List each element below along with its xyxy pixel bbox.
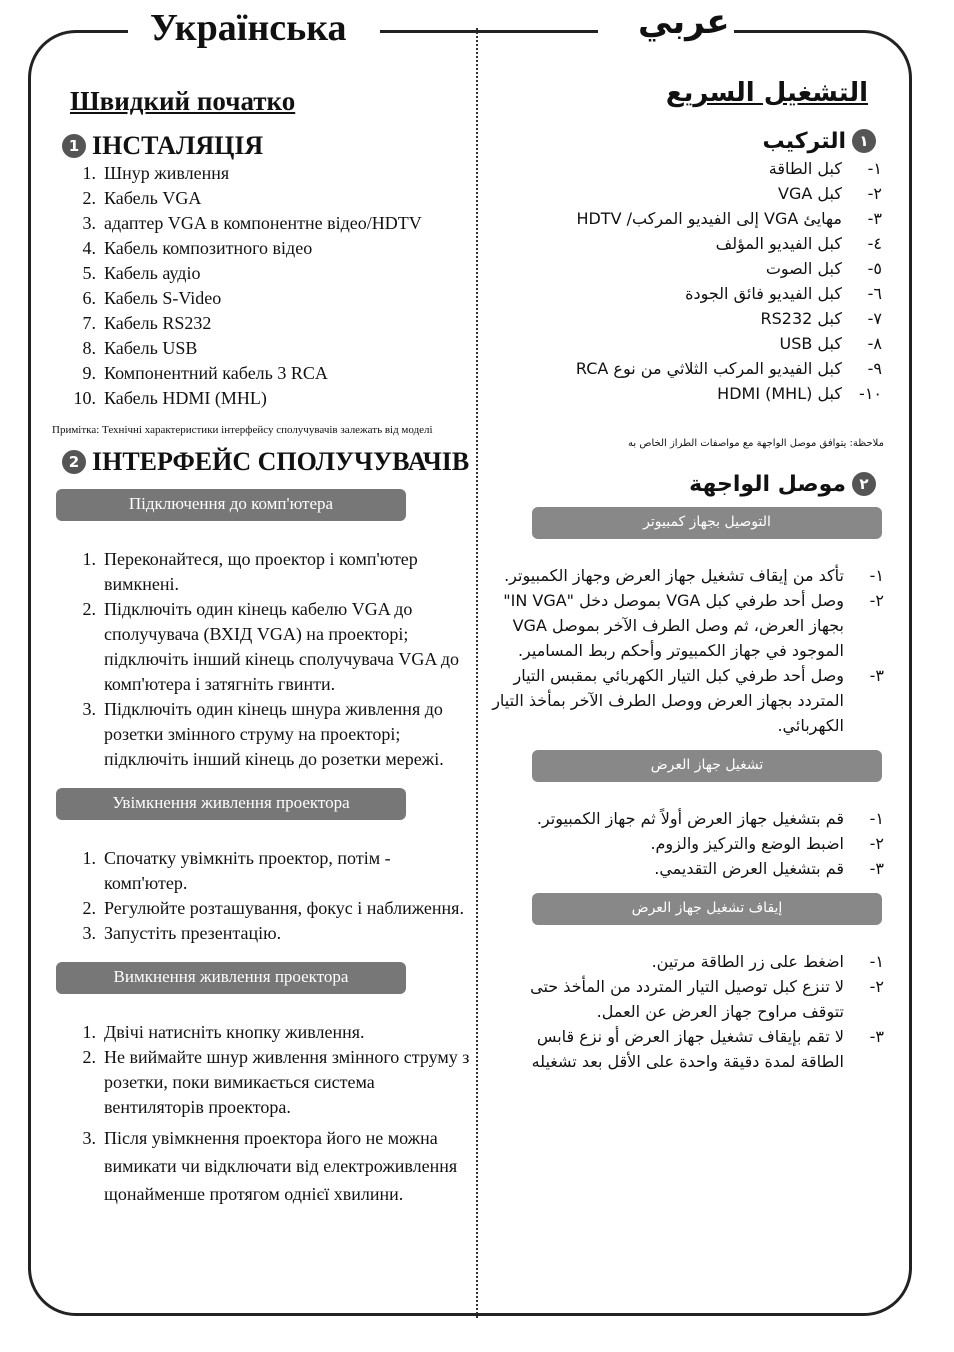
list-item-text: كبل الصوت <box>765 259 842 278</box>
power-on-steps-list <box>492 806 884 881</box>
list-item-text: Переконайтеся, що проектор і комп'ютер вимкнені. <box>104 549 418 594</box>
list-item <box>492 1024 884 1074</box>
list-item-text: Кабель аудіо <box>104 263 201 283</box>
list-item <box>492 563 884 588</box>
list-item <box>492 381 884 406</box>
list-item <box>492 156 884 181</box>
list-item-text: وصل أحد طرفي كبل التيار الكهربائي بمقبس التيار المتردد بجهاز العرض ووصل الطرف الآخر بمأخذ التيار الكهربائي. <box>492 666 844 735</box>
list-item-text: اضبط الوضع والتركيز والزوم. <box>650 834 844 853</box>
list-item-number: ١- <box>869 952 884 971</box>
column-divider <box>476 28 478 1318</box>
list-item <box>492 663 884 738</box>
list-item <box>50 386 470 411</box>
list-item <box>50 236 470 261</box>
list-item-text: Кабель HDMI (MHL) <box>104 388 267 408</box>
list-item-text: Двічі натисніть кнопку живлення. <box>104 1022 365 1042</box>
quick-start-title: Швидкий початко <box>70 86 296 116</box>
list-item-number: ٢- <box>869 977 884 996</box>
list-item <box>50 286 470 311</box>
list-item-number: ٧- <box>867 309 882 328</box>
list-item <box>50 311 470 336</box>
list-item-number: ٨- <box>867 334 882 353</box>
list-item-number: ٣- <box>869 1027 884 1046</box>
list-item <box>492 588 884 663</box>
computer-steps-list <box>50 547 470 772</box>
section-installation-heading <box>56 131 470 161</box>
subsection-bar-computer: Підключення до комп'ютера <box>56 489 406 521</box>
power-off-steps-list <box>492 949 884 1074</box>
list-item <box>492 949 884 974</box>
list-item-text: адаптер VGA в компонентне відео/HDTV <box>104 213 422 233</box>
installation-list <box>492 156 884 406</box>
list-item-number: 2. <box>82 599 96 619</box>
list-item <box>492 181 884 206</box>
list-item-text: كبل RS232 <box>760 309 842 328</box>
list-item-number: 5. <box>82 263 96 283</box>
list-item <box>492 256 884 281</box>
list-item-text: Регулюйте розташування, фокус і наближення. <box>104 898 464 918</box>
list-item <box>50 1045 470 1120</box>
section-title: ІНТЕРФЕЙС СПОЛУЧУВАЧІВ <box>92 447 470 476</box>
section-connector-interface-heading <box>56 447 470 477</box>
section-number-badge: 2 <box>62 450 86 474</box>
section-installation-heading <box>492 126 882 156</box>
list-item <box>492 856 884 881</box>
subsection-bar-power-off: Вимкнення живлення проектора <box>56 962 406 994</box>
list-item-number: 4. <box>82 238 96 258</box>
list-item <box>492 806 884 831</box>
list-item-number: ٢- <box>869 834 884 853</box>
list-item-text: اضغط على زر الطاقة مرتين. <box>651 952 844 971</box>
quick-start-title: التشغيل السريع <box>665 78 868 108</box>
list-item-number: ٣- <box>867 209 882 228</box>
list-item-text: كبل الفيديو المؤلف <box>715 234 842 253</box>
subsection-bar-power-off: إيقاف تشغيل جهاز العرض <box>532 893 882 925</box>
list-item-number: ٣- <box>869 859 884 878</box>
list-item-number: ١- <box>869 809 884 828</box>
list-item-number: ٢- <box>869 591 884 610</box>
list-item <box>50 1124 470 1208</box>
list-item-number: 1. <box>82 549 96 569</box>
list-item-number: 9. <box>82 363 96 383</box>
section-title: التركيب <box>762 128 846 154</box>
list-item <box>492 306 884 331</box>
subsection-bar-power-on: تشغيل جهاز العرض <box>532 750 882 782</box>
list-item-text: Компонентний кабель 3 RCA <box>104 363 328 383</box>
arabic-column <box>492 78 884 1074</box>
computer-steps-list <box>492 563 884 738</box>
list-item <box>492 281 884 306</box>
list-item <box>50 361 470 386</box>
list-item-number: 7. <box>82 313 96 333</box>
list-item-number: 2. <box>82 898 96 918</box>
list-item <box>50 161 470 186</box>
list-item <box>50 547 470 597</box>
list-item-text: Кабель VGA <box>104 188 202 208</box>
list-item-number: 8. <box>82 338 96 358</box>
list-item-text: Підключіть один кінець шнура живлення до розетки змінного струму на проекторі; підключіть інший кінець до розетки мережі. <box>104 699 444 769</box>
section-number-badge: ٢ <box>852 472 876 496</box>
list-item-number: ١- <box>867 159 882 178</box>
list-item-text: كبل USB <box>779 334 842 353</box>
list-item-text: كبل الفيديو فائق الجودة <box>685 284 842 303</box>
list-item-number: 1. <box>82 163 96 183</box>
ukrainian-language-title: Українська <box>150 7 347 49</box>
list-item-text: Кабель композитного відео <box>104 238 313 258</box>
list-item <box>50 921 470 946</box>
list-item-text: Кабель S-Video <box>104 288 222 308</box>
list-item-number: ١٠- <box>859 384 882 403</box>
list-item <box>492 206 884 231</box>
list-item-text: كبل الفيديو المركب الثلاثي من نوع RCA <box>575 359 842 378</box>
power-on-steps-list <box>50 846 470 946</box>
list-item <box>50 697 470 772</box>
list-item-number: 3. <box>82 213 96 233</box>
list-item <box>50 261 470 286</box>
list-item <box>492 831 884 856</box>
list-item-number: 1. <box>82 848 96 868</box>
list-item-number: ٩- <box>867 359 882 378</box>
list-item-number: ٣- <box>869 666 884 685</box>
list-item-text: تأكد من إيقاف تشغيل جهاز العرض وجهاز الكمبيوتر. <box>504 566 844 585</box>
list-item-text: كبل الطاقة <box>768 159 842 178</box>
list-item-text: قم بتشغيل العرض التقديمي. <box>654 859 844 878</box>
section-connector-interface-heading <box>492 469 882 499</box>
list-item-number: ٦- <box>867 284 882 303</box>
list-item <box>50 896 470 921</box>
list-item <box>50 597 470 697</box>
list-item-text: كبل (HDMI (MHL <box>717 384 842 403</box>
subsection-bar-power-on: Увімкнення живлення проектора <box>56 788 406 820</box>
note: ملاحظة: يتوافق موصل الواجهة مع مواصفات الطراز الخاص به <box>628 438 884 449</box>
arabic-language-title: عربي <box>638 2 730 42</box>
list-item <box>492 331 884 356</box>
list-item-text: Підключіть один кінець кабелю VGA до сполучувача (ВХІД VGA) на проекторі; підключіть інший кінець сполучувача VGA до комп'ютера і затягніть гвинти. <box>104 599 460 694</box>
installation-list <box>50 161 470 411</box>
ukrainian-column <box>50 86 470 1208</box>
list-item <box>50 1020 470 1045</box>
list-item-text: كبل VGA <box>778 184 842 203</box>
subsection-bar-computer: التوصيل بجهاز كمبيوتر <box>532 507 882 539</box>
list-item <box>492 356 884 381</box>
section-number-badge: 1 <box>62 134 86 158</box>
list-item-text: Кабель RS232 <box>104 313 212 333</box>
list-item-number: ٢- <box>867 184 882 203</box>
list-item-number: 6. <box>82 288 96 308</box>
list-item-text: مهايئ VGA إلى الفيديو المركب/ HDTV <box>576 209 842 228</box>
list-item <box>50 211 470 236</box>
list-item-number: 1. <box>82 1022 96 1042</box>
list-item-number: ١- <box>869 566 884 585</box>
list-item-text: قم بتشغيل جهاز العرض أولاً ثم جهاز الكمبيوتر. <box>536 809 844 828</box>
list-item <box>492 974 884 1024</box>
power-off-steps-list <box>50 1020 470 1208</box>
list-item <box>50 336 470 361</box>
list-item-text: Кабель USB <box>104 338 198 358</box>
list-item-text: Не виймайте шнур живлення змінного струму з розетки, поки вимикається система вентиляторів проектора. <box>104 1047 470 1117</box>
list-item-text: لا تقم بإيقاف تشغيل جهاز العرض أو نزع قابس الطاقة لمدة دقيقة واحدة على الأقل بعد تشغيله <box>531 1027 844 1071</box>
section-title: موصل الواجهة <box>689 471 846 497</box>
list-item-text: Шнур живлення <box>104 163 230 183</box>
section-number-badge: ١ <box>852 129 876 153</box>
section-title: ІНСТАЛЯЦІЯ <box>92 131 264 160</box>
list-item-text: لا تنزع كبل توصيل التيار المتردد من المأخذ حتى تتوقف مراوح جهاز العرض عن العمل. <box>530 977 844 1021</box>
list-item-number: 10. <box>73 388 96 408</box>
list-item-number: 2. <box>82 188 96 208</box>
list-item-number: 3. <box>82 1128 96 1148</box>
list-item-number: ٥- <box>867 259 882 278</box>
list-item-number: 2. <box>82 1047 96 1067</box>
list-item <box>492 231 884 256</box>
list-item-number: ٤- <box>867 234 882 253</box>
note: Примітка: Технічні характеристики інтерфейсу сполучувачів залежать від моделі <box>52 424 433 436</box>
list-item-text: وصل أحد طرفي كبل VGA بموصل دخل "IN VGA" بجهاز العرض، ثم وصل الطرف الآخر بموصل VGA الموجود في جهاز الكمبيوتر وأحكم ربط المسامير. <box>503 591 844 660</box>
list-item-text: Після увімкнення проектора його не можна вимикати чи відключати від електроживлення щонайменше протягом однієї хвилини. <box>104 1128 458 1204</box>
list-item-number: 3. <box>82 923 96 943</box>
list-item <box>50 186 470 211</box>
list-item-number: 3. <box>82 699 96 719</box>
list-item <box>50 846 470 896</box>
list-item-text: Спочатку увімкніть проектор, потім - комп'ютер. <box>104 848 391 893</box>
list-item-text: Запустіть презентацію. <box>104 923 282 943</box>
